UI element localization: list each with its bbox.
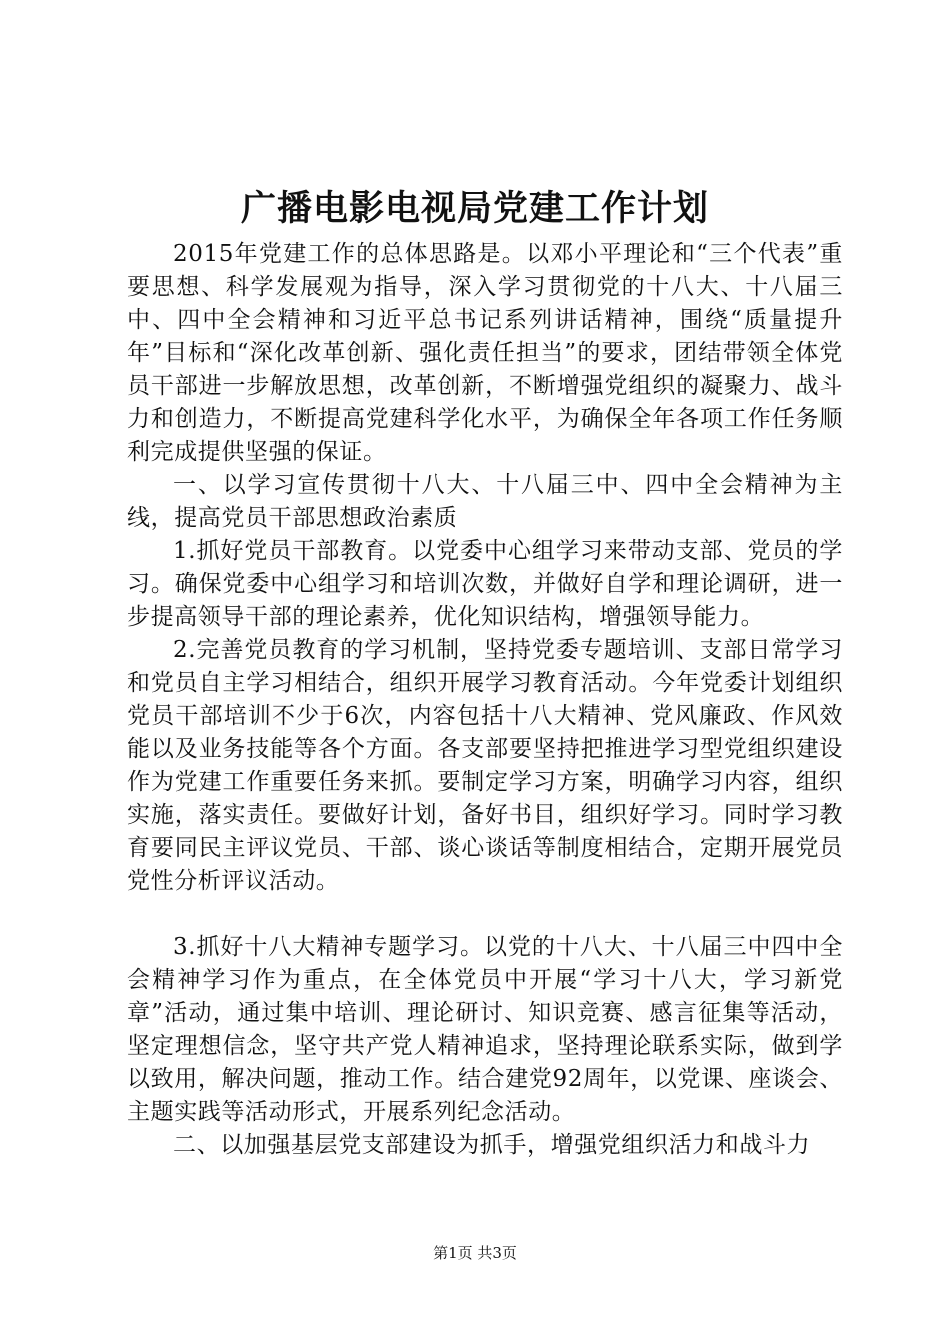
paragraph-item-2: 2.完善党员教育的学习机制，坚持党委专题培训、支部日常学习和党员自主学习相结合，组织开展学习教育活动。今年党委计划组织党员干部培训不少于6次，内容包括十八大精神、党风廉政、作风效能以及业务技能等各个方面。各支部要坚持把推进学习型党组织建设作为党建工作重要任务来抓。要制定学习方案，明确学习内容，组织实施，落实责任。要做好计划，备好书目，组织好学习。同时学习教育要同民主评议党员、干部、谈心谈话等制度相结合，定期开展党员党性分析评议活动。	[127, 637, 843, 894]
page-footer: 第1页 共3页	[433, 1244, 517, 1262]
document-title: 广播电影电视局党建工作计划	[240, 188, 709, 229]
paragraph-item-1: 1.抓好党员干部教育。以党委中心组学习来带动支部、党员的学习。确保党委中心组学习和培训次数，并做好自学和理论调研，进一步提高领导干部的理论素养，优化知识结构，增强领导能力。	[127, 538, 843, 630]
section-heading-1: 一、以学习宣传贯彻十八大、十八届三中、四中全会精神为主线，提高党员干部思想政治素质	[127, 472, 843, 531]
document-body	[127, 238, 843, 1162]
paragraph-overview: 2015年党建工作的总体思路是。以邓小平理论和“三个代表”重要思想、科学发展观为指导，深入学习贯彻党的十八大、十八届三中、四中全会精神和习近平总书记系列讲话精神，围绕“质量提升年”目标和“深化改革创新、强化责任担当”的要求，团结带领全体党员干部进一步解放思想，改革创新，不断增强党组织的凝聚力、战斗力和创造力，不断提高党建科学化水平，为确保全年各项工作任务顺利完成提供坚强的保证。	[127, 241, 843, 465]
paragraph-item-3: 3.抓好十八大精神专题学习。以党的十八大、十八届三中四中全会精神学习作为重点，在全体党员中开展“学习十八大，学习新党章”活动，通过集中培训、理论研讨、知识竞赛、感言征集等活动，坚定理想信念，坚守共产党人精神追求，坚持理论联系实际，做到学以致用，解决问题，推动工作。结合建党92周年，以党课、座谈会、主题实践等活动形式，开展系列纪念活动。	[127, 934, 843, 1125]
section-heading-2: 二、以加强基层党支部建设为抓手，增强党组织活力和战斗力	[173, 1132, 811, 1158]
